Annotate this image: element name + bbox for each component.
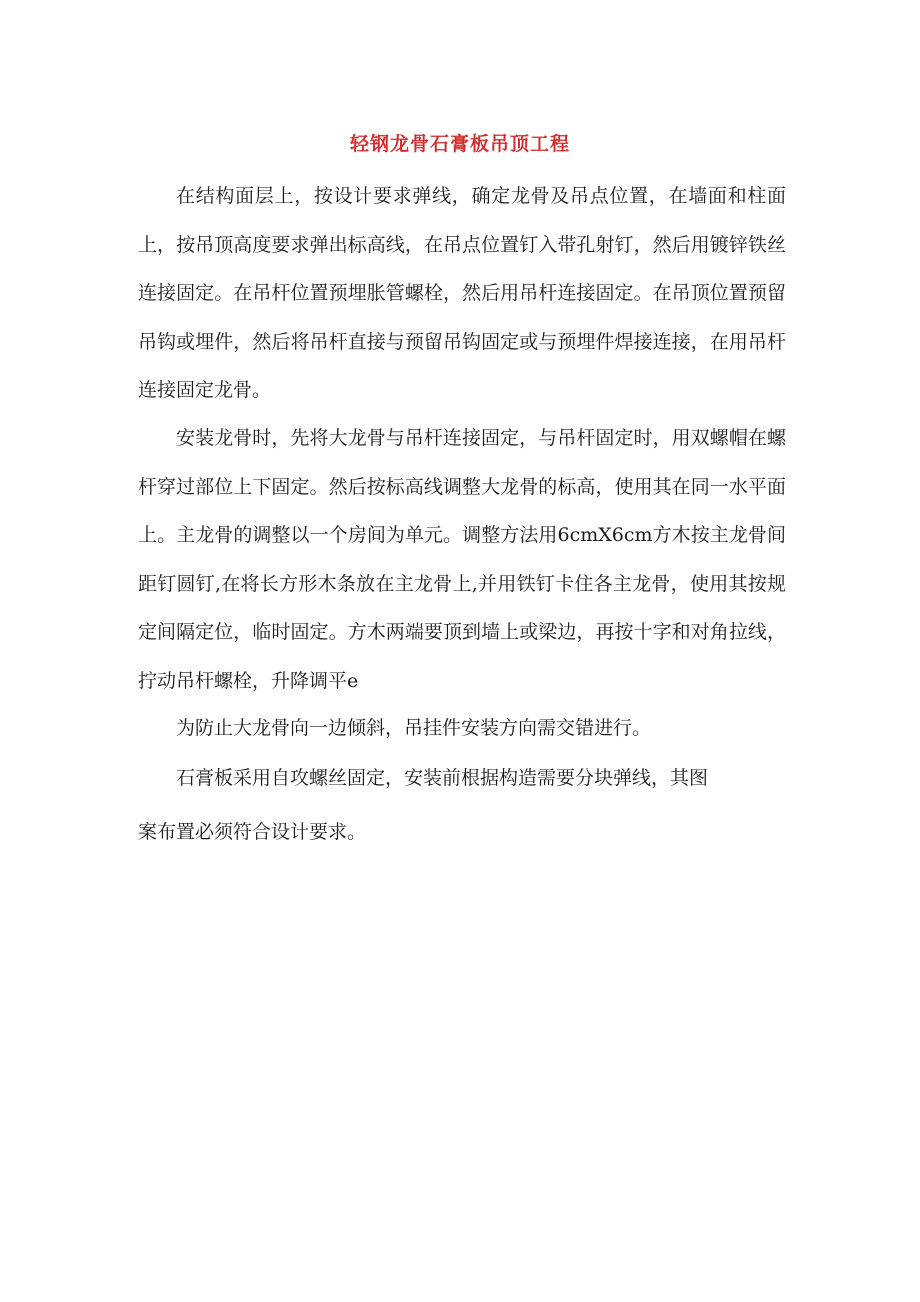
paragraph-2: 安装龙骨时，先将大龙骨与吊杆连接固定，与吊杆固定时，用双螺帽在螺杆穿过部位上下固定。然后按标高线调整大龙骨的标高，使用其在同一水平面上。主龙骨的调整以一个房间为单元。调整方法用6cmX6cm方木按主龙骨间距钉圆钉,在将长方形木条放在主龙骨上,并用铁钉卡住各主龙骨，使用其按规定间隔定位，临时固定。方木两端要顶到墙上或梁边，再按十字和对角拉线，拧动吊杆螺栓，升降调平e	[138, 427, 786, 692]
paragraph-3: 为防止大龙骨向一边倾斜，吊挂件安装方向需交错进行。	[176, 717, 652, 739]
paragraph-4: 石膏板采用自攻螺丝固定，安装前根据构造需要分块弹线，其图	[176, 767, 709, 789]
paragraph-5: 案布置必须符合设计要求。	[138, 821, 367, 843]
document-title: 轻钢龙骨石膏板吊顶工程	[349, 133, 570, 155]
paragraph-1: 在结构面层上，按设计要求弹线，确定龙骨及吊点位置，在墙面和柱面上，按吊顶高度要求弹出标高线，在吊点位置钉入带孔射钉，然后用镀锌铁丝连接固定。在吊杆位置预埋胀管螺栓，然后用吊杆连接固定。在吊顶位置预留吊钩或埋件，然后将吊杆直接与预留吊钩固定或与预埋件焊接连接，在用吊杆连接固定龙骨。	[138, 185, 786, 401]
